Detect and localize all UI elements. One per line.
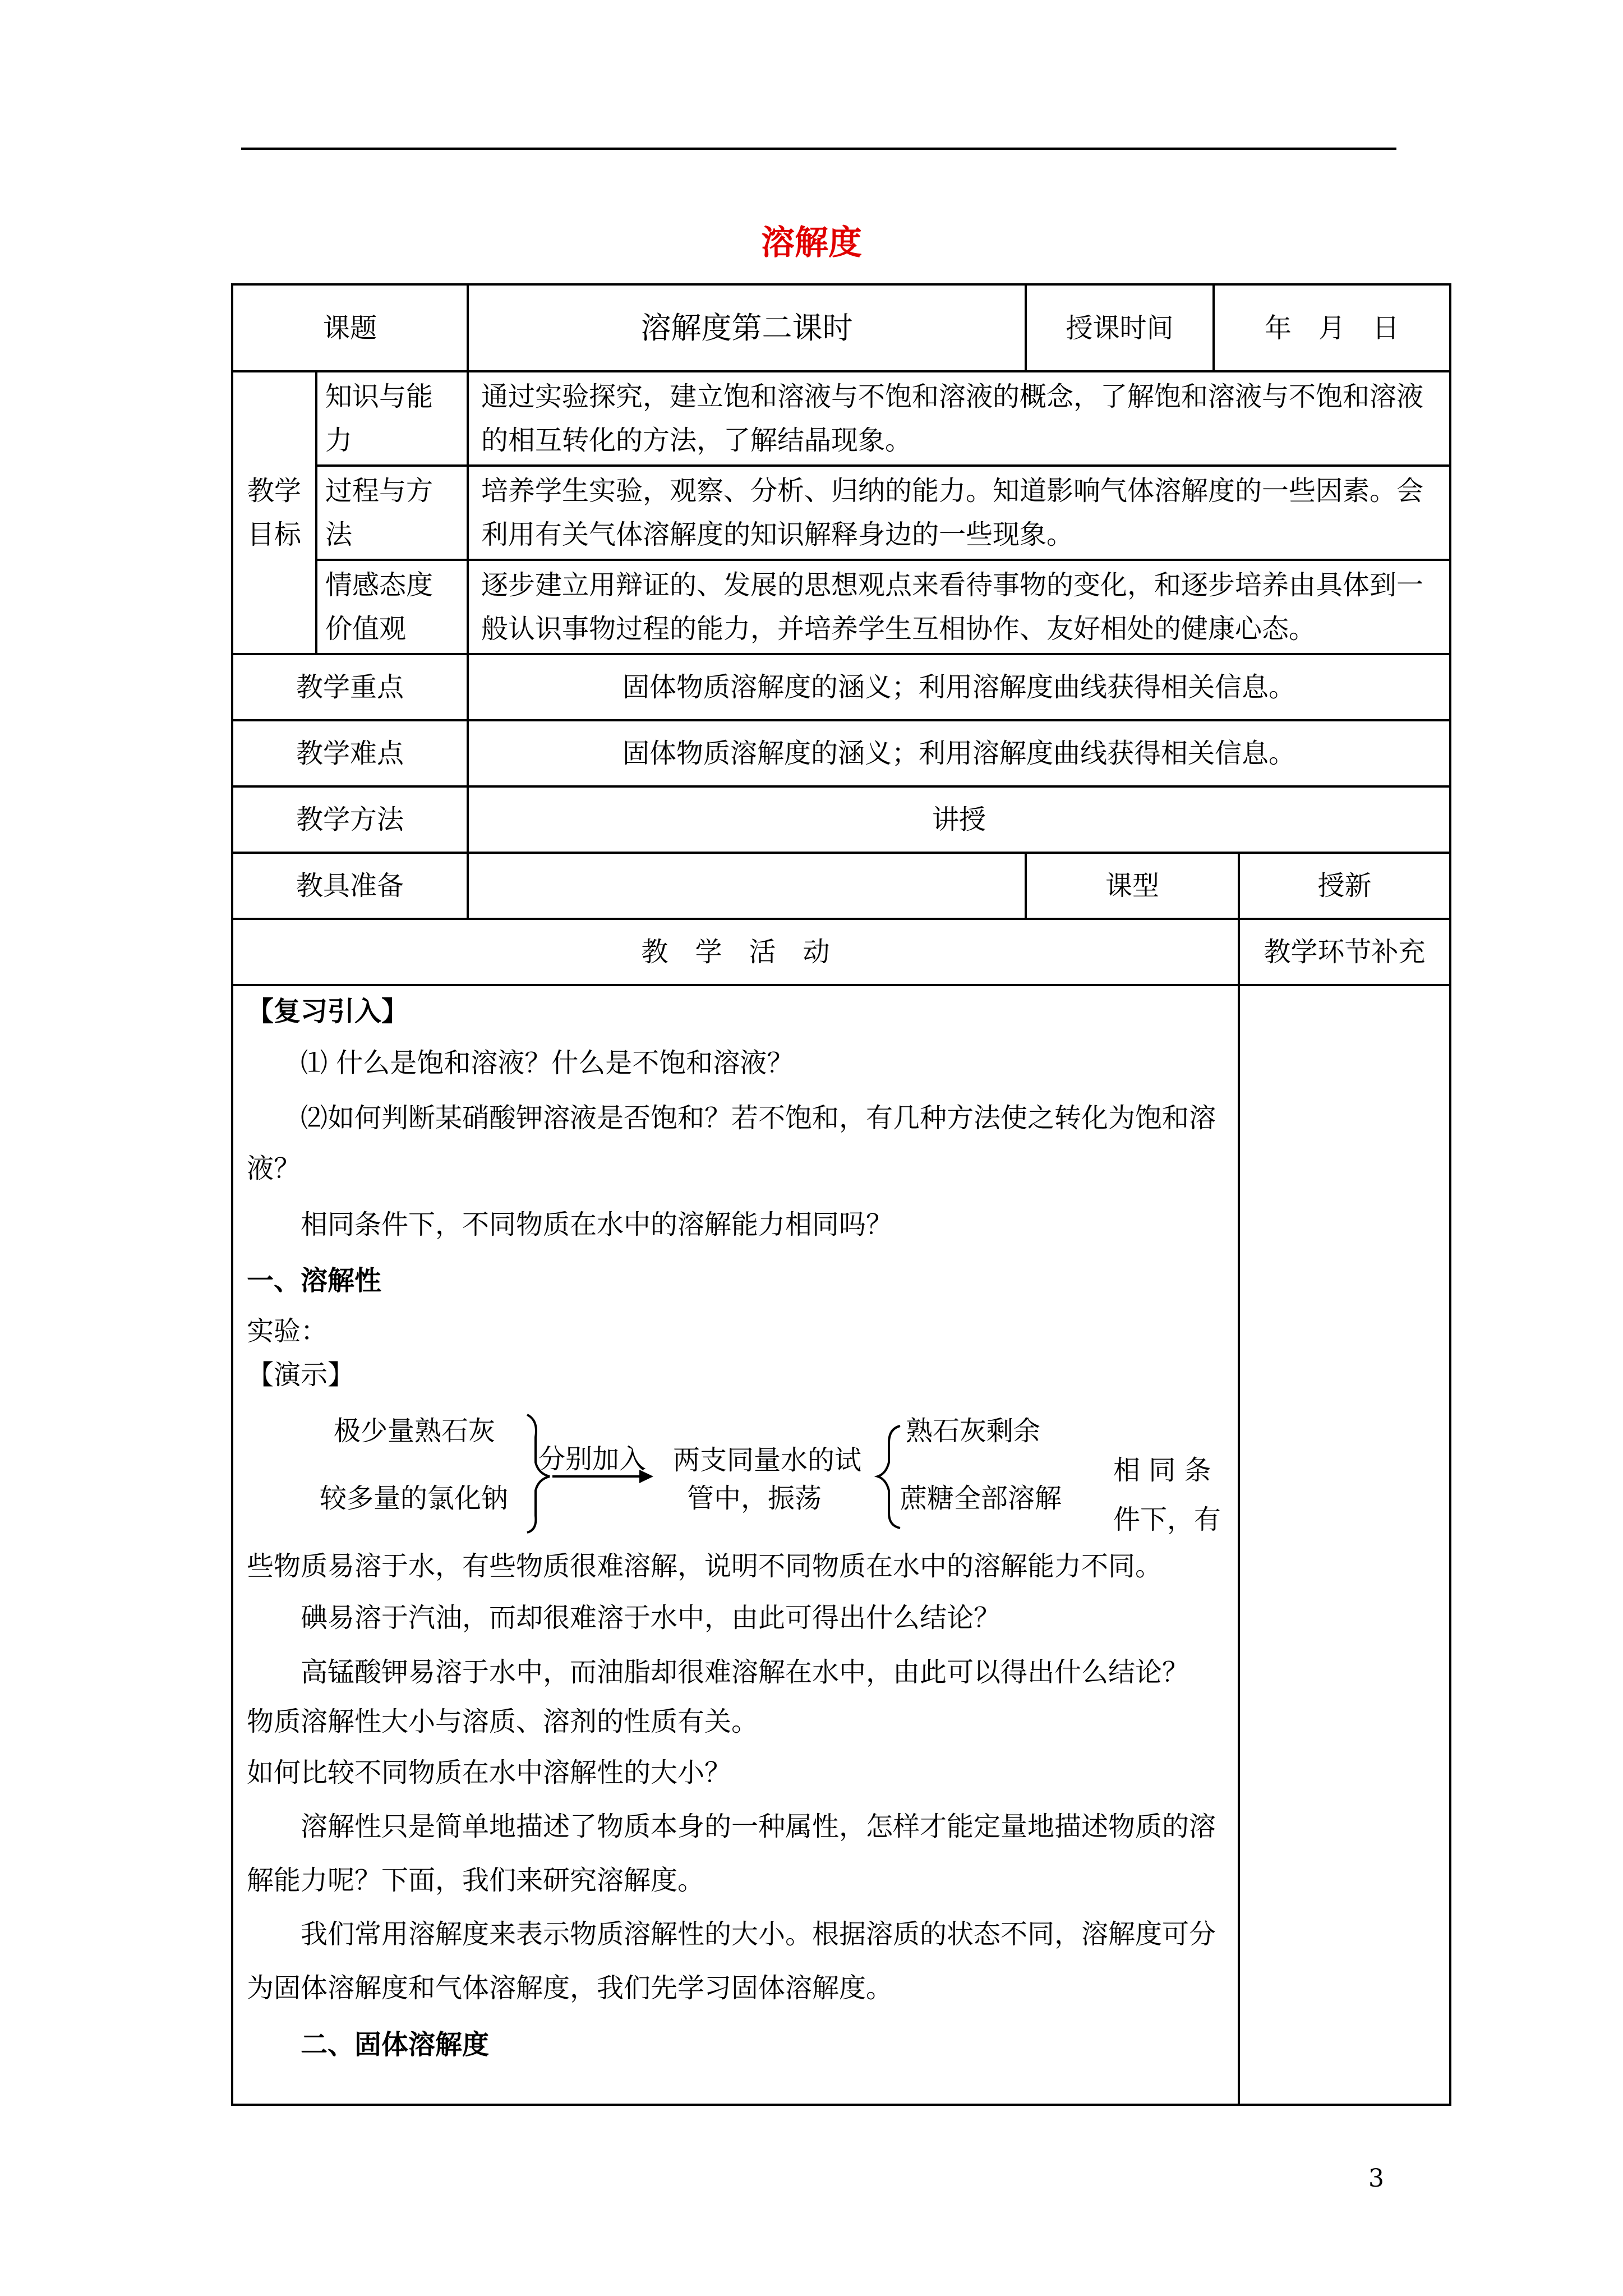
key-points-text: 固体物质溶解度的涵义；利用溶解度曲线获得相关信息。 xyxy=(468,654,1450,720)
iodine-question: 碘易溶于汽油，而却很难溶于水中，由此可得出什么结论？ xyxy=(301,1602,1001,1634)
nature-statement: 物质溶解性大小与溶质、溶剂的性质有关。 xyxy=(247,1706,759,1737)
label-knowledge: 知识与能力 xyxy=(316,371,468,466)
document-title: 溶解度 xyxy=(761,223,862,263)
arrow-label: 分别加入 xyxy=(538,1443,647,1475)
tools-value xyxy=(468,853,1026,919)
question-2: ⑵如何判断某硝酸钾溶液是否饱和？若不饱和，有几种方法使之转化为饱和溶液？ xyxy=(247,1102,1216,1184)
lesson-plan-table xyxy=(231,283,1451,2106)
row-objective-knowledge xyxy=(232,371,1450,466)
side-line-1: 相 同 条 xyxy=(1113,1455,1211,1486)
lesson-type-value: 授新 xyxy=(1239,853,1450,919)
label-topic: 课题 xyxy=(232,284,468,371)
row-activity-body xyxy=(232,985,1450,2105)
label-lesson-type: 课型 xyxy=(1026,853,1239,919)
conclusion-text: 些物质易溶于水，有些物质很难溶解，说明不同物质在水中的溶解能力不同。 xyxy=(247,1550,1163,1582)
label-activity: 教 学 活 动 xyxy=(232,919,1239,985)
left-bottom-item: 较多量的氯化钠 xyxy=(320,1483,509,1514)
row-topic xyxy=(232,284,1450,371)
supplement-column xyxy=(1239,985,1450,2105)
section-solid-solubility: 二、固体溶解度 xyxy=(301,2029,490,2060)
middle-line-2: 管中，振荡 xyxy=(687,1483,822,1514)
objective-emotion-text: 逐步建立用辩证的、发展的思想观点来看待事物的变化，和逐步培养由具体到一般认识事物过程的能力，并培养学生互相协作、友好相处的健康心态。 xyxy=(468,560,1450,654)
label-difficulties: 教学难点 xyxy=(232,720,468,786)
left-top-item: 极少量熟石灰 xyxy=(334,1415,496,1447)
side-line-2: 件下，有 xyxy=(1113,1504,1221,1535)
compare-question: 如何比较不同物质在水中溶解性的大小？ xyxy=(247,1757,732,1788)
quantitative-text: 溶解性只是简单地描述了物质本身的一种属性，怎样才能定量地描述物质的溶解能力呢？下面，我们来研究溶解度。 xyxy=(247,1811,1216,1896)
kmno4-question: 高锰酸钾易溶于水中，而油脂却很难溶解在水中，由此可以得出什么结论？ xyxy=(301,1657,1189,1688)
experiment-label: 实验： xyxy=(247,1315,328,1347)
middle-line-1: 两支同量水的试 xyxy=(673,1444,862,1476)
row-tools xyxy=(232,853,1450,919)
right-brace xyxy=(878,1426,900,1528)
label-method: 教学方法 xyxy=(232,786,468,853)
solubility-types-text: 我们常用溶解度来表示物质溶解性的大小。根据溶质的状态不同，溶解度可分为固体溶解度和气体溶解度，我们先学习固体溶解度。 xyxy=(247,1918,1216,2004)
right-bottom-item: 蔗糖全部溶解 xyxy=(900,1483,1062,1514)
page-number: 3 xyxy=(1368,2164,1384,2193)
method-text: 讲授 xyxy=(468,786,1450,853)
section-solubility: 一、溶解性 xyxy=(247,1265,382,1296)
experiment-diagram xyxy=(247,1398,1227,1566)
objective-process-text: 培养学生实验，观察、分析、归纳的能力。知道影响气体溶解度的一些因素。会利用有关气体溶解度的知识解释身边的一些现象。 xyxy=(468,466,1450,560)
row-difficulties xyxy=(232,720,1450,786)
review-heading: 【复习引入】 xyxy=(247,996,409,1027)
header-rule xyxy=(241,148,1396,150)
date-value: 年 月 日 xyxy=(1214,284,1450,371)
question-1: ⑴ 什么是饱和溶液？什么是不饱和溶液？ xyxy=(301,1047,794,1079)
row-method xyxy=(232,786,1450,853)
demo-label: 【演示】 xyxy=(247,1359,355,1391)
label-objectives: 教学目标 xyxy=(232,371,316,654)
label-emotion: 情感态度价值观 xyxy=(316,560,468,654)
row-objective-emotion xyxy=(232,560,1450,654)
label-process: 过程与方法 xyxy=(316,466,468,560)
label-key-points: 教学重点 xyxy=(232,654,468,720)
right-top-item: 熟石灰剩余 xyxy=(906,1415,1041,1447)
question-3: 相同条件下，不同物质在水中的溶解能力相同吗？ xyxy=(301,1209,893,1240)
label-time: 授课时间 xyxy=(1026,284,1214,371)
label-tools: 教具准备 xyxy=(232,853,468,919)
row-objective-process xyxy=(232,466,1450,560)
row-key-points xyxy=(232,654,1450,720)
objective-knowledge-text: 通过实验探究，建立饱和溶液与不饱和溶液的概念，了解饱和溶液与不饱和溶液的相互转化的方法，了解结晶现象。 xyxy=(468,371,1450,466)
label-supplement: 教学环节补充 xyxy=(1239,919,1450,985)
activity-content xyxy=(232,985,1239,2105)
difficulties-text: 固体物质溶解度的涵义；利用溶解度曲线获得相关信息。 xyxy=(468,720,1450,786)
topic-value: 溶解度第二课时 xyxy=(468,284,1026,371)
row-activity-header xyxy=(232,919,1450,985)
